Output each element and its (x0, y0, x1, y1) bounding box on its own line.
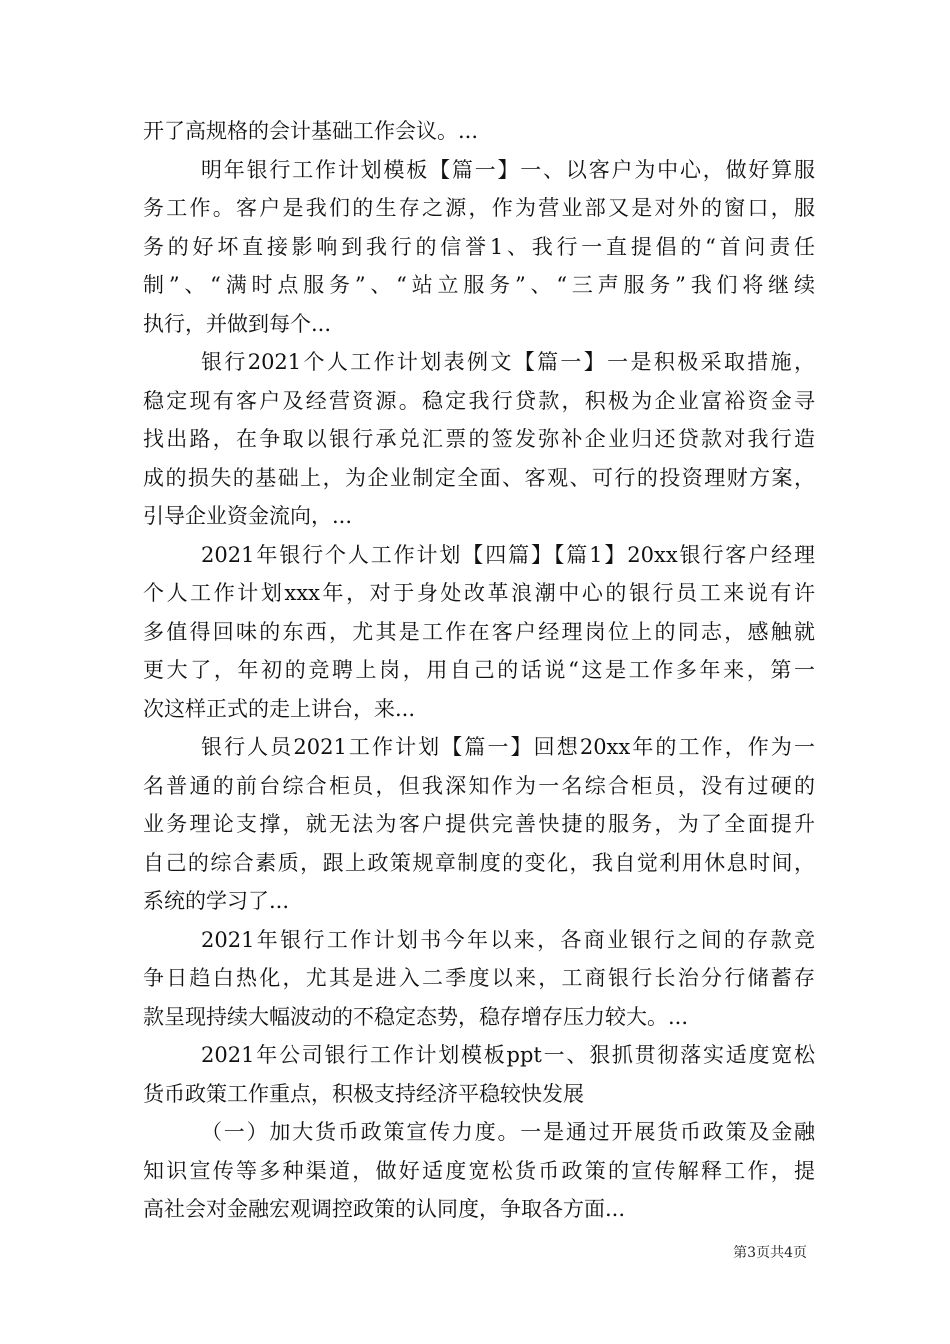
paragraph-line: 引导企业资金流向，... (143, 504, 353, 528)
paragraph-line: 争日趋白热化，尤其是进入二季度以来，工商银行长治分行储蓄存 (143, 966, 815, 990)
paragraph-line: 款呈现持续大幅波动的不稳定态势，稳存增存压力较大。... (143, 1004, 689, 1029)
paragraph-line: 执行，并做到每个... (143, 311, 332, 336)
paragraph-line: 开了高规格的会计基础工作会议。... (143, 119, 479, 143)
paragraph-line: 2021年银行工作计划书今年以来，各商业银行之间的存款竞 (201, 927, 815, 952)
paragraph-line: 成的损失的基础上，为企业制定全面、客观、可行的投资理财方案， (143, 465, 815, 490)
paragraph-line: 系统的学习了... (143, 889, 290, 913)
paragraph-line: 务工作。客户是我们的生存之源，作为营业部又是对外的窗口，服 (143, 196, 815, 220)
paragraph-line: 制”、“满时点服务”、“站立服务”、“三声服务”我们将继续 (143, 273, 815, 297)
paragraph-line: 务的好坏直接影响到我行的信誉1、我行一直提倡的“首问责任 (143, 234, 815, 259)
paragraph-line: 找出路，在争取以银行承兑汇票的签发弥补企业归还贷款对我行造 (143, 427, 815, 451)
paragraph-line: 2021年公司银行工作计划模板ppt一、狠抓贯彻落实适度宽松 (201, 1043, 815, 1067)
paragraph-line: 业务理论支撑，就无法为客户提供完善快捷的服务，为了全面提升 (143, 812, 815, 836)
paragraph-line: 名普通的前台综合柜员，但我深知作为一名综合柜员，没有过硬的 (143, 773, 815, 798)
paragraph-line: 知识宣传等多种渠道，做好适度宽松货币政策的宣传解释工作，提 (143, 1158, 815, 1183)
paragraph-line: 多值得回味的东西，尤其是工作在客户经理岗位上的同志，感触就 (143, 619, 815, 644)
paragraph-line: 明年银行工作计划模板【篇一】一、以客户为中心，做好算服 (201, 157, 815, 182)
paragraph-line: 次这样正式的走上讲台，来... (143, 696, 416, 721)
paragraph-line: 个人工作计划xxx年，对于身处改革浪潮中心的银行员工来说有许 (143, 581, 815, 605)
paragraph-line: 稳定现有客户及经营资源。稳定我行贷款，积极为企业富裕资金寻 (143, 388, 815, 413)
paragraph-line: 货币政策工作重点，积极支持经济平稳较快发展 (143, 1081, 584, 1106)
paragraph-line: 2021年银行个人工作计划【四篇】【篇1】20xx银行客户经理 (201, 542, 815, 567)
document-body (143, 112, 815, 1229)
paragraph-line: 自己的综合素质，跟上政策规章制度的变化，我自觉利用休息时间， (143, 850, 815, 875)
paragraph-line: 银行人员2021工作计划【篇一】回想20xx年的工作，作为一 (201, 735, 815, 759)
paragraph-line: 更大了，年初的竞聘上岗，用自己的话说“这是工作多年来，第一 (143, 658, 815, 682)
page-number: 第3页共4页 (733, 1245, 807, 1261)
paragraph-line: （一）加大货币政策宣传力度。一是通过开展货币政策及金融 (201, 1120, 815, 1144)
paragraph-line: 银行2021个人工作计划表例文【篇一】一是积极采取措施， (201, 350, 815, 374)
paragraph-line: 高社会对金融宏观调控政策的认同度，争取各方面... (143, 1197, 626, 1221)
